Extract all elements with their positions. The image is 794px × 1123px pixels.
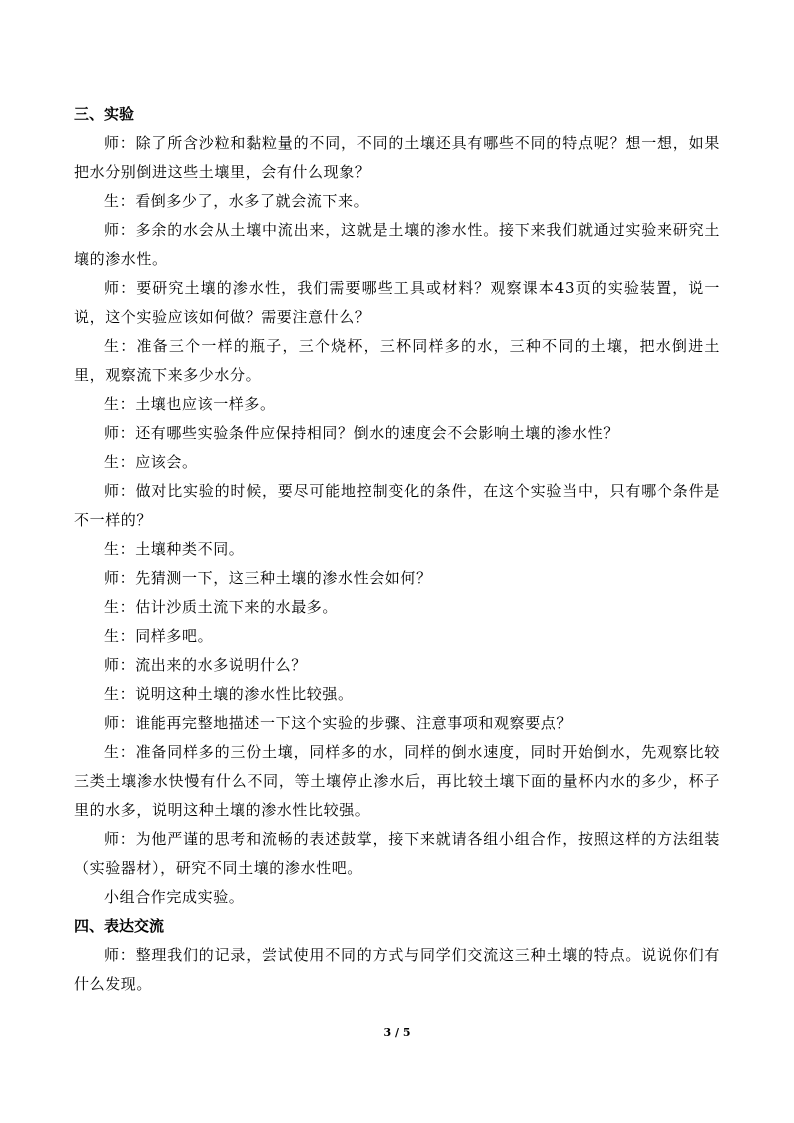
- paragraph: 师：多余的水会从土壤中流出来，这就是土壤的渗水性。接下来我们就通过实验来研究土壤的渗水性。: [74, 221, 720, 268]
- paragraph: 师：整理我们的记录，尝试使用不同的方式与同学们交流这三种土壤的特点。说说你们有什么发现。: [74, 946, 720, 993]
- paragraph: 生：估计沙质土流下来的水最多。: [104, 598, 339, 616]
- paragraph: 师：做对比实验的时候，要尽可能地控制变化的条件，在这个实验当中，只有哪个条件是不一样的？: [74, 482, 720, 529]
- document-body: [74, 100, 720, 999]
- paragraph: 生：同样多吧。: [104, 627, 214, 645]
- paragraph: 师：先猜测一下，这三种土壤的渗水性会如何？: [104, 569, 432, 587]
- paragraph: 生：土壤种类不同。: [104, 540, 245, 558]
- section-heading-experiment: 三、实验: [74, 105, 135, 123]
- paragraph: 师：流出来的水多说明什么？: [104, 656, 307, 674]
- paragraph: 生：准备同样多的三份土壤，同样多的水，同样的倒水速度，同时开始倒水，先观察比较三类土壤渗水快慢有什么不同，等土壤停止渗水后，再比较土壤下面的量杯内水的多少，杯子里的水多，说明这种土壤的渗水性比较强。: [74, 743, 720, 819]
- paragraph: 生：应该会。: [104, 453, 198, 471]
- paragraph: 师：还有哪些实验条件应保持相同？倒水的速度会不会影响土壤的渗水性？: [104, 424, 619, 442]
- paragraph: 师：为他严谨的思考和流畅的表述鼓掌，接下来就请各组小组合作，按照这样的方法组装（实验器材），研究不同土壤的渗水性吧。: [74, 830, 720, 877]
- paragraph: 生：看倒多少了，水多了就会流下来。: [104, 192, 370, 210]
- section-heading-discussion: 四、表达交流: [74, 917, 165, 935]
- paragraph: 生：准备三个一样的瓶子，三个烧杯，三杯同样多的水，三种不同的土壤，把水倒进土里，观察流下来多少水分。: [74, 337, 720, 384]
- paragraph: 生：说明这种土壤的渗水性比较强。: [104, 685, 354, 703]
- paragraph: 生：土壤也应该一样多。: [104, 395, 276, 413]
- paragraph: 师：除了所含沙粒和黏粒量的不同，不同的土壤还具有哪些不同的特点呢？想一想，如果把水分别倒进这些土壤里，会有什么现象？: [74, 134, 720, 181]
- paragraph: 师：谁能再完整地描述一下这个实验的步骤、注意事项和观察要点？: [104, 714, 573, 732]
- paragraph: 小组合作完成实验。: [104, 888, 245, 906]
- paragraph: 师：要研究土壤的渗水性，我们需要哪些工具或材料？观察课本43页的实验装置，说一说，这个实验应该如何做？需要注意什么？: [74, 279, 720, 326]
- page-number: 3 / 5: [383, 1026, 411, 1039]
